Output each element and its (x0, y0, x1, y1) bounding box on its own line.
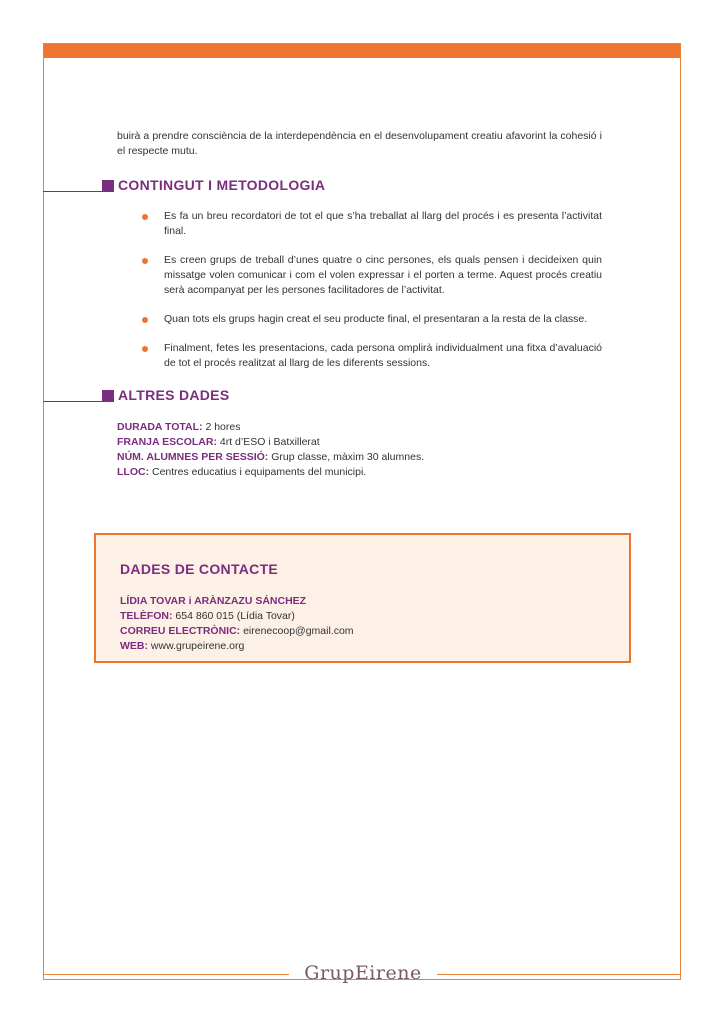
bullet-dot-icon (142, 258, 148, 264)
contact-details (120, 594, 354, 654)
section-title: CONTINGUT I METODOLOGIA (118, 177, 326, 193)
section-title: ALTRES DADES (118, 387, 230, 403)
section-header-altres (43, 388, 443, 408)
section-square-icon (102, 180, 114, 192)
contact-names: LÍDIA TOVAR i ARÀNZAZU SÁNCHEZ (120, 595, 307, 607)
contact-web-row[interactable]: WEB: www.grupeirene.org (120, 640, 245, 652)
contact-title: DADES DE CONTACTE (120, 561, 279, 577)
data-row: LLOC: Centres educatius i equipaments del municipi. (117, 466, 367, 478)
data-row: NÚM. ALUMNES PER SESSIÓ: Grup classe, màxim 30 alumnes. (117, 451, 425, 463)
intro-paragraph: buirà a prendre consciència de la interdependència en el desenvolupament creatiu afavorint la cohesió i el respecte mutu. (117, 130, 602, 157)
contact-phone-row: TELÈFON: 654 860 015 (Lídia Tovar) (120, 610, 295, 622)
list-item: Es creen grups de treball d’unes quatre o cinc persones, els quals pensen i decideixen quin missatge volen comunicar i com el volen expressar i el porten a terme. Aquest procés creatiu serà acompanyat per les persones facilitadores de l’activitat. (138, 253, 602, 298)
contact-box (94, 533, 631, 663)
data-row: FRANJA ESCOLAR: 4rt d’ESO i Batxillerat (117, 436, 320, 448)
section-header-contingut (43, 178, 443, 198)
section-rule (43, 191, 103, 192)
list-item: Quan tots els grups hagin creat el seu producte final, el presentaran a la resta de la classe. (138, 312, 602, 327)
bullet-dot-icon (142, 214, 148, 220)
footer-rule-left (43, 974, 289, 975)
methodology-list (138, 209, 602, 385)
other-data-block (117, 420, 424, 480)
bullet-dot-icon (142, 317, 148, 323)
footer-rule-right (437, 974, 681, 975)
section-rule (43, 401, 103, 402)
section-square-icon (102, 390, 114, 402)
list-item: Finalment, fetes les presentacions, cada persona omplirà individualment una fitxa d’avaluació de tot el procés realitzat al llarg de les diferents sessions. (138, 341, 602, 371)
data-row: DURADA TOTAL: 2 hores (117, 421, 241, 433)
contact-email-row[interactable]: CORREU ELECTRÒNIC: eirenecoop@gmail.com (120, 625, 354, 637)
bullet-dot-icon (142, 346, 148, 352)
list-item: Es fa un breu recordatori de tot el que s’ha treballat al llarg del procés i es presenta l’activitat final. (138, 209, 602, 239)
grupeirene-logo: GrupEirene (304, 962, 422, 984)
